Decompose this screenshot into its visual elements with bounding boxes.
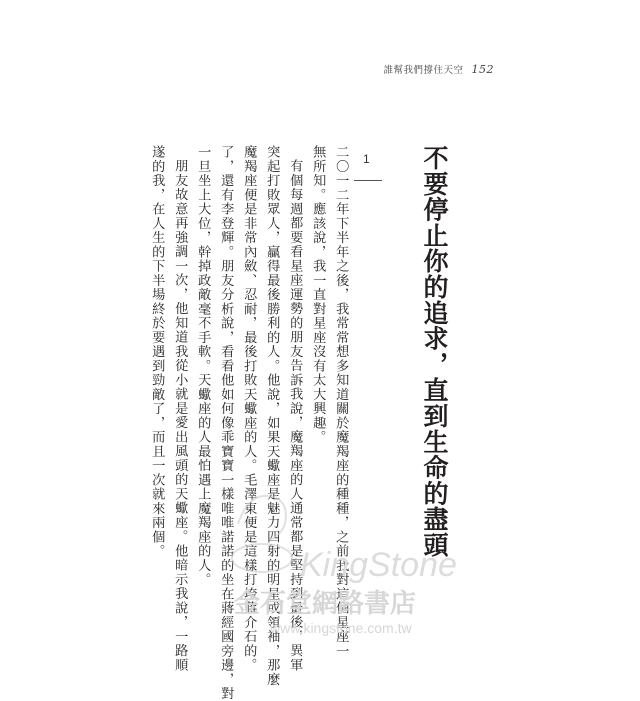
chapter-divider bbox=[354, 180, 382, 181]
body-line: 了，還有李登輝。朋友分析說，看看他如何像乖寶寶一樣唯唯諾諾的坐在蔣經國旁邊，對 bbox=[218, 145, 234, 701]
watermark-brand: KingStone bbox=[300, 546, 457, 584]
body-line: 一旦坐上大位，幹掉政敵毫不手軟。天蠍座的人最怕遇上魔羯座的人。 bbox=[195, 145, 211, 587]
chapter-title: 不要停止你的追求，直到生命的盡頭 bbox=[420, 145, 449, 558]
body-line: 二〇一二年下半年之後，我常常想多知道關於魔羯座的種種，之前我對這個星座一 bbox=[333, 145, 349, 658]
body-line: 突起打敗眾人，贏得最後勝利的人。他說，如果天蠍座是魅力四射的明星或領袖，那麼 bbox=[264, 145, 280, 687]
page-number: 152 bbox=[471, 63, 494, 76]
body-line: 有個每週都要看星座運勢的朋友告訴我說，魔羯座的人通常都是堅持到最後，異軍 bbox=[287, 159, 303, 672]
running-head bbox=[383, 62, 494, 76]
body-line: 無所知。應該說，我一直對星座沒有太大興趣。 bbox=[310, 145, 326, 445]
watermark-url: www.kingstone.com.tw bbox=[270, 620, 412, 636]
body-line: 魔羯座便是非常內斂、忍耐，最後打敗天蠍座的人。毛澤東便是這樣打垮蔣介石的。 bbox=[241, 145, 257, 673]
running-head-title: 誰幫我們撐住天空 bbox=[383, 65, 464, 76]
watermark-brand-cn: 金石堂網路書店 bbox=[234, 589, 417, 619]
body-line: 遂的我，在人生的下半場終於要遇到勁敵了，而且一次就來兩個。 bbox=[149, 145, 165, 559]
body-line: 朋友故意再強調一次，他知道我從小就是愛出風頭的天蠍座。他暗示我說，一路順 bbox=[172, 159, 188, 672]
chapter-number: 1 bbox=[363, 152, 370, 166]
